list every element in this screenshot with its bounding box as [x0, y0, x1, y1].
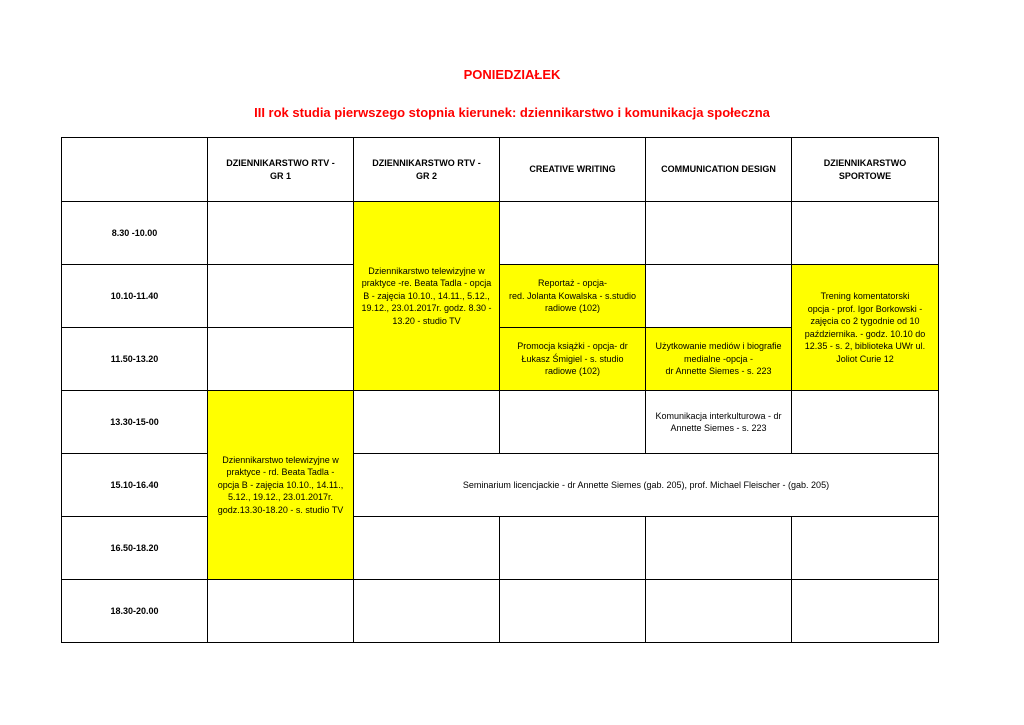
event-komunikacja-interkulturowa: Komunikacja interkulturowa - dr Annette Siemes - s. 223	[646, 391, 792, 454]
empty-cell	[792, 517, 939, 580]
event-rtv1-tv-practice: Dziennikarstwo telewizyjne w praktyce - rd. Beata Tadla - opcja B - zajęcia 10.10., 14.11., 5.12., 19.12., 23.01.2017r. godz.13.30-18.20 - s. studio TV	[208, 391, 354, 580]
table-row	[62, 391, 939, 454]
event-reportaz: Reportaż - opcja- red. Jolanta Kowalska - s.studio radiowe (102)	[500, 265, 646, 328]
table-row	[62, 454, 939, 517]
empty-cell	[646, 580, 792, 643]
header-row	[62, 138, 939, 202]
empty-cell	[208, 328, 354, 391]
header-cell-empty	[62, 138, 208, 202]
table-row	[62, 580, 939, 643]
time-slot: 8.30 -10.00	[62, 202, 208, 265]
empty-cell	[792, 202, 939, 265]
time-slot: 16.50-18.20	[62, 517, 208, 580]
empty-cell	[500, 202, 646, 265]
empty-cell	[792, 580, 939, 643]
schedule-table	[61, 137, 939, 643]
empty-cell	[354, 580, 500, 643]
event-rtv2-tv-practice: Dziennikarstwo telewizyjne w praktyce -re. Beata Tadla - opcja B - zajęcia 10.10., 14.11., 5.12., 19.12., 23.01.2017r. godz. 8.30 - 13.20 - studio TV	[354, 202, 500, 391]
table-row	[62, 517, 939, 580]
empty-cell	[354, 517, 500, 580]
empty-cell	[208, 265, 354, 328]
empty-cell	[208, 580, 354, 643]
table-row	[62, 202, 939, 265]
event-trening-komentatorski: Trening komentatorski opcja - prof. Igor Borkowski - zajęcia co 2 tygodnie od 10 października. - godz. 10.10 do 12.35 - s. 2, biblioteka UWr ul. Joliot Curie 12	[792, 265, 939, 391]
time-slot: 15.10-16.40	[62, 454, 208, 517]
empty-cell	[500, 580, 646, 643]
empty-cell	[500, 517, 646, 580]
header-creative-writing: CREATIVE WRITING	[500, 138, 646, 202]
header-rtv-gr2: DZIENNIKARSTWO RTV - GR 2	[354, 138, 500, 202]
event-seminarium: Seminarium licencjackie - dr Annette Siemes (gab. 205), prof. Michael Fleischer - (gab. 205)	[354, 454, 939, 517]
table-row	[62, 265, 939, 328]
empty-cell	[500, 391, 646, 454]
time-slot: 18.30-20.00	[62, 580, 208, 643]
event-uzytkowanie-mediow: Użytkowanie mediów i biografie medialne -opcja - dr Annette Siemes - s. 223	[646, 328, 792, 391]
header-rtv-gr1: DZIENNIKARSTWO RTV - GR 1	[208, 138, 354, 202]
header-sport: DZIENNIKARSTWO SPORTOWE	[792, 138, 939, 202]
time-slot: 11.50-13.20	[62, 328, 208, 391]
event-promocja-ksiazki: Promocja książki - opcja- dr Łukasz Śmigiel - s. studio radiowe (102)	[500, 328, 646, 391]
time-slot: 13.30-15-00	[62, 391, 208, 454]
time-slot: 10.10-11.40	[62, 265, 208, 328]
empty-cell	[208, 202, 354, 265]
page-title: PONIEDZIAŁEK	[463, 67, 561, 82]
empty-cell	[354, 391, 500, 454]
empty-cell	[646, 517, 792, 580]
empty-cell	[792, 391, 939, 454]
page-subtitle: III rok studia pierwszego stopnia kierunek: dziennikarstwo i komunikacja społeczna	[254, 105, 770, 120]
empty-cell	[646, 265, 792, 328]
header-communication-design: COMMUNICATION DESIGN	[646, 138, 792, 202]
empty-cell	[646, 202, 792, 265]
